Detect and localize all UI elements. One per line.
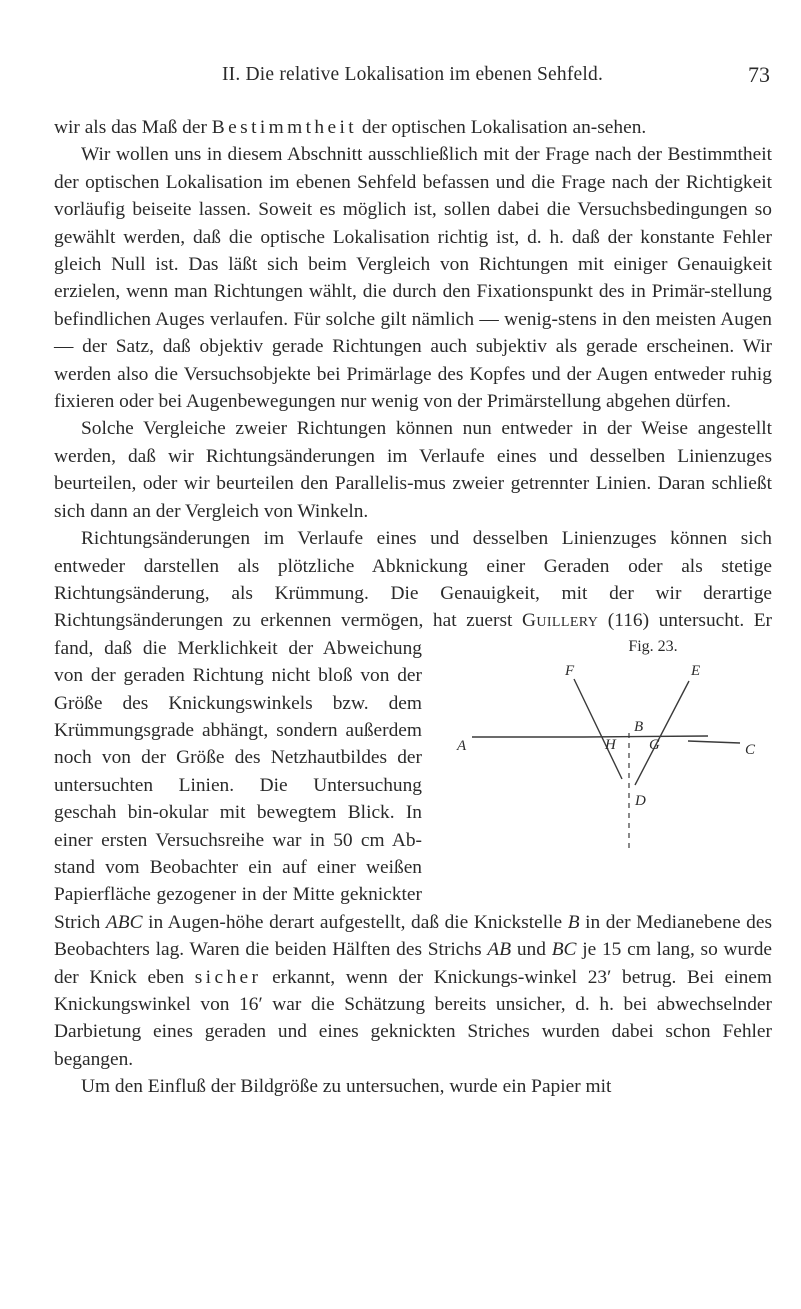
paragraph-1-text-c: der optischen Lokalisation an-sehen. bbox=[357, 117, 647, 138]
paragraph-4-text-g: erkannt, wenn der Knickungs-winkel 23′ betrug. Bei einem Knickungswinkel von 16′ war die Schätzung bereits unsicher, d. h. bei abwechselnder Darbietung eines geraden und eines geknickten Striches wurden dabei schon Fehler begangen. bbox=[54, 966, 772, 1070]
paragraph-4-text-c: in Augen-höhe derart aufgestellt, daß die Knickstelle bbox=[142, 911, 568, 933]
line-bc: BC bbox=[551, 939, 577, 961]
label-g: G bbox=[649, 736, 660, 753]
line-g-c bbox=[688, 741, 740, 743]
label-b: B bbox=[634, 718, 644, 735]
paragraph-4-text-f: je 15 cm lang, so wurde der Knick eben bbox=[54, 939, 772, 988]
label-d: D bbox=[635, 792, 646, 809]
point-b: B bbox=[567, 911, 580, 933]
running-head: II. Die relative Lokalisation im ebenen Sehfeld. bbox=[221, 64, 604, 85]
paragraph-3: Solche Vergleiche zweier Richtungen können nun entweder in der Weise angestellt werden, daß wir Richtungsänderungen im Verlaufe eines und desselben Linienzuges beurteilen, oder wir beurteilen den Parallelis-mus zweier getrennter Linien. Daran schließt sich dann an der Vergleich von Winkeln. bbox=[54, 418, 772, 522]
paragraph-5: Um den Einfluß der Bildgröße zu untersuchen, wurde ein Papier mit bbox=[81, 1076, 612, 1098]
paragraph-1-text-a: wir als das Maß der bbox=[54, 117, 212, 138]
label-f: F bbox=[565, 662, 575, 679]
figure-23 bbox=[432, 637, 772, 893]
label-h: H bbox=[605, 736, 616, 753]
author-name: Guillery bbox=[521, 610, 599, 632]
page-body bbox=[54, 114, 772, 1101]
paragraph-4-text-a: Richtungsänderungen im Verlaufe eines und desselben Linienzuges können sich entweder darstellen als plötzliche Abknickung einer Geraden oder als stetige Richtungsänderung, als Krümmung. Die Genauigkeit, mit der wir derartige Richtungsänderungen zu erkennen vermögen, hat zuerst bbox=[54, 528, 772, 632]
line-hg bbox=[584, 736, 708, 737]
label-c: C bbox=[745, 741, 756, 758]
spaced-term-sicher: sicher bbox=[194, 966, 262, 988]
paragraph-4 bbox=[54, 525, 772, 1073]
spaced-term-bestimmtheit: Bestimmtheit bbox=[211, 117, 358, 138]
paragraph-4-text-e: und bbox=[511, 939, 552, 961]
page-number: 73 bbox=[748, 62, 770, 87]
line-ab: AB bbox=[487, 939, 512, 961]
paragraph-4-text-b: (116) untersucht. Er fand, daß die Merklichkeit der Abweichung von der geraden Richtung nicht bloß von der Größe des Knickungswinkels bzw. dem Krümmungsgrade abhängt, sondern außerdem noch von der Größe des Netzhautbildes der untersuchten Linien. Die Untersuchung geschah bin-okular mit bewegtem Blick. In einer ersten Versuchsreihe war in 50 cm Ab-stand vom Beobachter ein auf einer weißen Papierfläche gezogener in der Mitte geknickter Strich bbox=[54, 610, 773, 933]
paragraph-4-text-d: in der Medianebene des Beobachters lag. Waren die beiden Hälften des Strichs bbox=[54, 911, 772, 961]
label-a: A bbox=[457, 737, 467, 754]
paragraph-2: Wir wollen uns in diesem Abschnitt ausschließlich mit der Frage nach der Bestimmtheit der optischen Lokalisation im ebenen Sehfeld befassen und die Frage nach der Richtigkeit vorläufig beiseite lassen. Soweit es möglich ist, sollen dabei die Versuchsbedingungen so gewählt werden, daß die optische Lokalisation richtig ist, d. h. daß der konstante Fehler gleich Null ist. Das läßt sich beim Vergleich von Richtungen mit einiger Genauigkeit erzielen, wenn man Richtungen wählt, die durch den Fixationspunkt des in Primär-stellung befindlichen Auges verlaufen. Für solche gilt nämlich — wenig-stens in den meisten Augen — der Satz, daß objektiv gerade Richtungen auch subjektiv als gerade erscheinen. Wir werden also die Versuchsobjekte bei Primärlage des Kopfes und der Augen entweder ruhig fixieren oder bei Augenbewegungen nur wenig von der Primärstellung abgehen dürfen. bbox=[54, 144, 772, 413]
figure-caption: Fig. 23. bbox=[628, 637, 678, 655]
figure-23-diagram bbox=[432, 637, 772, 893]
paragraph-1 bbox=[54, 114, 772, 141]
label-e: E bbox=[691, 662, 701, 679]
line-abc: ABC bbox=[105, 911, 143, 933]
line-fd bbox=[574, 679, 622, 779]
page-header bbox=[55, 62, 770, 96]
